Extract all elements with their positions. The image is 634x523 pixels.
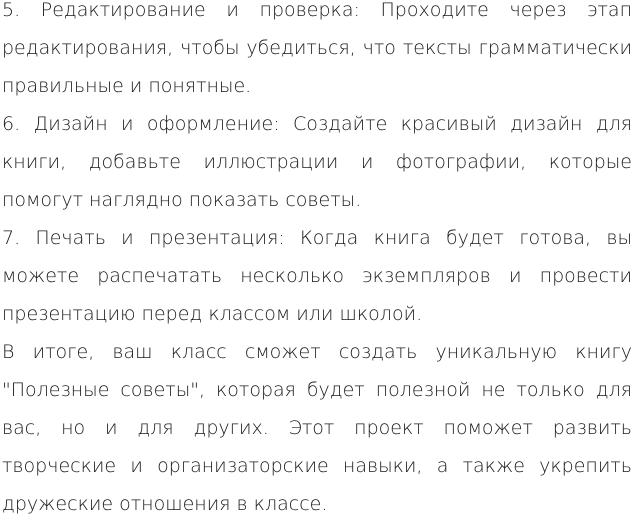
paragraph-step-7: 7. Печать и презентация: Когда книга будет готова, вы можете распечатать несколько экземпляров и провести презентацию перед классом или школой. xyxy=(2,227,632,325)
paragraph-conclusion: В итоге, ваш класс сможет создать уникальную книгу "Полезные советы", которая будет полезной не только для вас, но и для других. Этот проект поможет развить творческие и организаторские навыки, а также укрепить дружеские отношения в классе. xyxy=(2,341,632,515)
paragraph-step-5: 5. Редактирование и проверка: Проходите через этап редактирования, чтобы убедиться, что тексты грамматически правильные и понятные. xyxy=(2,0,632,97)
paragraph-step-6: 6. Дизайн и оформление: Создайте красивый дизайн для книги, добавьте иллюстрации и фотографии, которые помогут наглядно показать советы. xyxy=(2,113,632,211)
document-body xyxy=(2,0,632,523)
